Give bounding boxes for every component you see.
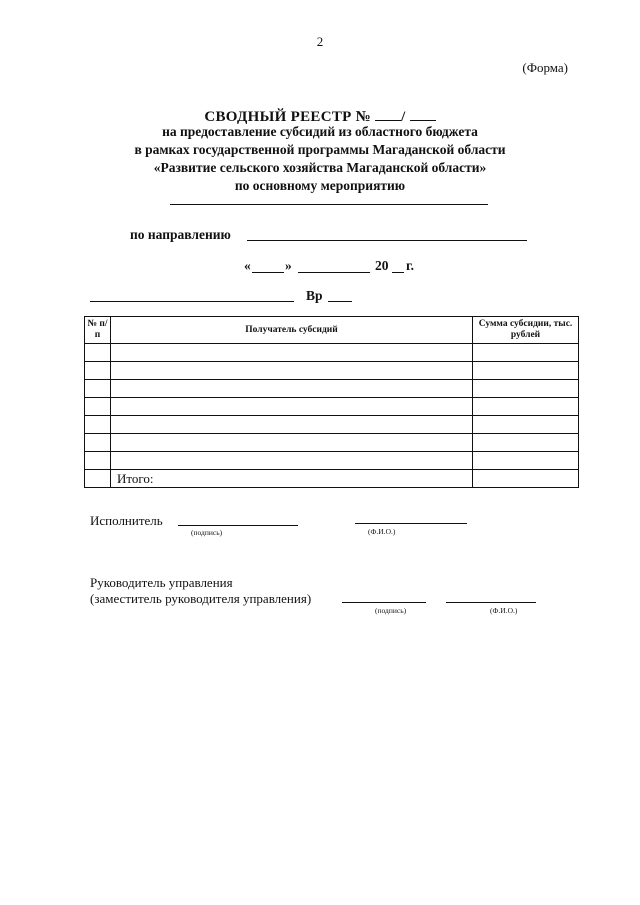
org-blank-line[interactable] [90, 301, 294, 302]
table-cell-recipient[interactable] [111, 398, 473, 416]
table-cell-sum[interactable] [473, 398, 579, 416]
table-cell-recipient[interactable] [111, 380, 473, 398]
table-cell-sum[interactable] [473, 452, 579, 470]
subtitle-line-4: по основному мероприятию [234, 178, 406, 193]
table-cell-recipient[interactable] [111, 434, 473, 452]
header-number: № п/п [85, 317, 111, 344]
form-label: (Форма) [522, 60, 568, 75]
executor-signature-caption: (подпись) [191, 528, 223, 537]
table-row [85, 380, 579, 398]
executor-name-caption: (Ф.И.О.) [368, 527, 396, 536]
subtitle-line-1: на предоставление субсидий из областного бюджета [162, 124, 478, 139]
registry-table [84, 316, 579, 488]
table-cell-number[interactable] [85, 434, 111, 452]
page-number: 2 [316, 34, 324, 49]
table-cell-number[interactable] [85, 380, 111, 398]
head-name-caption: (Ф.И.О.) [490, 606, 518, 615]
head-label-line-1: Руководитель управления [90, 575, 233, 590]
vr-label: Вр [306, 288, 323, 303]
table-cell-sum[interactable] [473, 434, 579, 452]
registry-number-blank[interactable] [375, 106, 401, 121]
table-cell-sum[interactable] [473, 344, 579, 362]
table-cell-sum[interactable] [473, 362, 579, 380]
head-name-line[interactable] [446, 602, 536, 603]
table-row [85, 434, 579, 452]
table-cell-number[interactable] [85, 362, 111, 380]
title-prefix: СВОДНЫЙ РЕЕСТР № [204, 109, 372, 125]
activity-blank-line[interactable] [170, 204, 488, 205]
table-cell-recipient[interactable] [111, 344, 473, 362]
executor-label: Исполнитель [90, 513, 163, 528]
head-label-line-2: (заместитель руководителя управления) [90, 591, 312, 606]
subtitle-line-3: «Развитие сельского хозяйства Магаданской области» [153, 160, 487, 175]
table-cell-recipient[interactable] [111, 452, 473, 470]
date-year-prefix: 20 [375, 258, 389, 273]
total-label: Итого: [111, 470, 473, 488]
vr-blank-line[interactable] [328, 301, 352, 302]
executor-signature-line[interactable] [178, 525, 298, 526]
table-row [85, 398, 579, 416]
table-header-row [85, 317, 579, 344]
document-title [0, 106, 640, 126]
date-open-quote: « [244, 258, 251, 273]
date-year-blank[interactable] [392, 272, 404, 273]
total-number-cell [85, 470, 111, 488]
executor-name-line[interactable] [355, 523, 467, 524]
table-row [85, 416, 579, 434]
table-row [85, 344, 579, 362]
header-sum: Сумма субсидии, тыс. рублей [473, 317, 579, 344]
direction-blank-line[interactable] [247, 240, 527, 241]
date-month-blank[interactable] [298, 272, 370, 273]
direction-label: по направлению [130, 227, 231, 242]
header-recipient: Получатель субсидий [111, 317, 473, 344]
date-close-quote: » [285, 258, 292, 273]
table-cell-number[interactable] [85, 398, 111, 416]
table-cell-sum[interactable] [473, 416, 579, 434]
registry-year-blank[interactable] [410, 106, 436, 121]
table-row [85, 452, 579, 470]
head-signature-caption: (подпись) [375, 606, 407, 615]
title-separator: / [401, 109, 406, 125]
table-cell-number[interactable] [85, 452, 111, 470]
date-year-suffix: г. [406, 258, 414, 273]
table-cell-sum[interactable] [473, 380, 579, 398]
table-cell-recipient[interactable] [111, 416, 473, 434]
subtitle-line-2: в рамках государственной программы Магаданской области [134, 142, 506, 157]
table-total-row [85, 470, 579, 488]
total-sum-cell[interactable] [473, 470, 579, 488]
head-signature-line[interactable] [342, 602, 426, 603]
table-cell-recipient[interactable] [111, 362, 473, 380]
date-day-blank[interactable] [252, 272, 284, 273]
table-row [85, 362, 579, 380]
table-cell-number[interactable] [85, 416, 111, 434]
table-cell-number[interactable] [85, 344, 111, 362]
